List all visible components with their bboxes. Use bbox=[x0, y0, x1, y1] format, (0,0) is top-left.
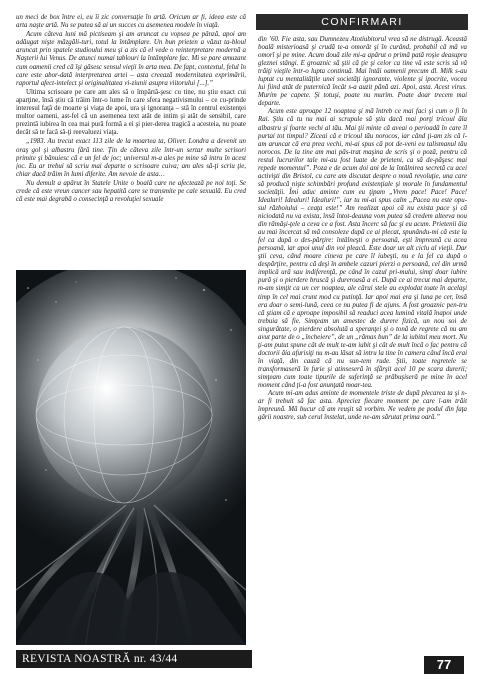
page-number: 77 bbox=[424, 656, 464, 674]
right-text-column bbox=[258, 36, 467, 654]
paragraph: „1983. Au trecut exact 113 zile de la moartea ta, Oliver. Londra a devenit un oraş gol şi albastru fără tine. Ţin de căteva zile într-un sertar multe scrisori primite şi bănuiesc că e un fel de joc; universul m-a ales pe mine să intru în acest joc. Eu ar trebui să scriu mai departe o scrisoare cuiva; am ales să-ţi scriu ţie, chiar dacă trăim în lumi diferite. Am nevoie de asta… bbox=[16, 138, 246, 178]
left-text-column bbox=[16, 14, 246, 266]
cosmic-sphere-illustration bbox=[16, 270, 246, 645]
magazine-footer: REVISTA NOASTRĂ nr. 43/44 bbox=[16, 650, 252, 668]
paragraph: Acum mi-am adus aminte de momentele triste de după plecarea ta şi n-ar fi trebuit să fac asta. Apreciez fiecare moment pe care l-am trăit împreună. Mă bucur că am reuşit să vorbim. Ne vedem pe podul din faţa gării noastre, sub cerul înstelat, unde ne-am sărutat prima oară.” bbox=[258, 390, 467, 422]
illustration-art bbox=[16, 270, 246, 645]
paragraph: Nu demult a apărut în Statele Unite o boală care ne afectează pe noi toţi. Se crede că este vreun cancer sau hepatită care se transmite pe cale sexuală. Eu cred că este mai degrabă o consecinţă a revoluţiei sexuale bbox=[16, 179, 246, 204]
paragraph: Acum câteva luni mă pictiseam şi am aruncat cu vopsea pe pânză, apoi am adăugat nişte măzgăli-turi, totul la întâmplare. Un bun prieten a văzut ta-bloul aruncat prin spatele studioului meu şi a zis că el vede o reinterpretare modernă a Naşterii lui Venus. De atunci numai tablouri la întâmplare fac. Mi se pare amuzant cum oamenii cred că îşi găsesc sensul vieţii în arta mea. De fapt, contextul, felul în care este abor-dată interpretarea artei – asta creează modernitatea exprimării, raportul afect-intelect şi originalitatea vi-ziunii asupra viitorului [...].” bbox=[16, 31, 246, 87]
paragraph: Acum este aproape 12 noaptea şi mă întreb ce mai faci şi cum o fi în Rai. Ştiu că tu nu mai ai scrupule să ştiu dacă mai porţi tricoul ăla albastru şi foarte vechi al tău. Mai ţii minte că aveai o perioadă în care îl purtai tot timpul? Ziceai că e tricoul tău norocos, iar când ţi-am zis că l-am aruncat că era prea vechi, mi-ai spus că pot de-veni eu talismanul tău norocos. De la tine am mai păs-trat maşina de scris şi o poză, pentru că restul lucrurilor tale mi-au fost luate de prieteni, ca să de-păşesc mai repede momentul”. Poza e de acum doi ani de la întâlnirea secretă cu acei activişti din Bristol, cu care am discutat despre o nouă revoluţie, una care să producă nişte schimbări profund existenţiale şi morale în fundamentul societăţii. Îmi aduc aminte cum eu ţipam „Vrem pace! Pace! Pace! Idealuri! Idealuri! Idealuri!”, iar tu mi-ai spus calm „Pacea nu este opu-sul războiului – ceaţa este!” Am realizat apoi că nu exista pace şi că niciodată nu va exista, însă întot-deauna vom putea să credem alteeva nou din rămăşi-ţele a ceva ce a fost. Asta încerc să fac şi eu acum. Prietenii ăia au mai încercat să mă consoleze după ce ai plecat, spunându-mi că este la fel ca după o des-părţire: întâlneşti o persoană, eşti împreună cu acea persoană, iar apoi unul din voi pleacă. Este doar un alt ciclu al vieţii. Dar ştii ceva, când moare cineva pe care îl iubeşti, nu e la fel ca după o despărţire, pentru că deşi în ambele cazuri pierzi o persoană, cel din urmă implică ură sau indiferenţă, pe când în cazul pri-mului, simţi doar iubire pură şi o pierdere bruscă şi dureroasă a ei. După ce ai trecut mai departe, m-am simţit ca un cer noaptea, ale cărui stele au explodat toate în acelaşi timp în cel mai crunt mod cu putinţă. Iar apoi mai era şi luna pe cer, însă era doar o semi-lună, ceea ce nu putea fi de ajuns. A fost groaznic pen-tru că ştiam că e aproape imposibil să readuci acea lumină vitală înapoi unde trebuia să fie. Simţeam un amestec de durere fizică, un nou soi de singurătate, o pierdere absolută a speranţei şi o tonă de regrete că nu am avut parte de o „încheiere”, de un „rămas bun” de la iubitul meu mort. Nu ţi-am putut spune cât de mult te-am iubit şi cât de mult încă o fac pentru că doctorii ăia afurisiţi nu m-au lăsat să intru la tine în camera când încă erai în viaţă, din cauză că nu sun-tem rude. Ştii, toate regretele se transformaseră în furie şi atinseseră în sfârşit acel 10 pe scara durerii; simţeam cum toate tipurile de suferinţă se prăbuşiseră pe mine în acel moment când ţi-a fost anunţată moar-tea. bbox=[258, 108, 467, 390]
paragraph: din ’60. Fie asta, sau Dumnezeu Atotiubitorul vrea să ne distrugă. Aceastã boală misterioasă şi crudă te-a omorât şi în curând, probabil că mă va omorî şi pe mine. Acum două zile mi-a apărut o primă pată roşie deasupra gleznei stângi. E groaznic să ştii că ţie şi celor ca tine vă este scris să vă trăiţi vieţile într-o lupta continuă. Mai întâi oamenii precum dl. Milk s-au luptat cu mentalităţile unei societăţi ignorante, violente şi ipocrite, voceа lui fiind atât de puternică încât s-a auzit până azi. Apoi, asta. Acest virus. Murim pe capete. Şi totuşi, poate nu murim. Poate doar trecem mai departe. bbox=[258, 36, 467, 108]
paragraph: Ultima scrisoare pe care am ales să o împărtă-şesc cu tine, nu ştiu exact cui aparţine, însă ştiu că trăim într-o lume în care sfera negativismului – ce cu-prinde interesul faţă de moarte şi viaţa de apoi, ura şi ignoranţa – stă în centrul existenţei multor oameni, ast-fel că un asemenea text atât de intim şi atât de sensibil, care prezintă iubirea în cea mai pură formă a ei şi pier-derea tragică a acesteia, nu poate decât să te facă să-ţi reevaluezi viaţa. bbox=[16, 88, 246, 137]
paragraph: un meci de box între ei, eu îi zic conversaţie în artă. Oricum ar fi, ideea este că arta naşte artă. Nu se putea să ai un succes cu asemenea modele în viaţă. bbox=[16, 14, 246, 30]
section-title: CONFIRMARI bbox=[256, 14, 468, 30]
